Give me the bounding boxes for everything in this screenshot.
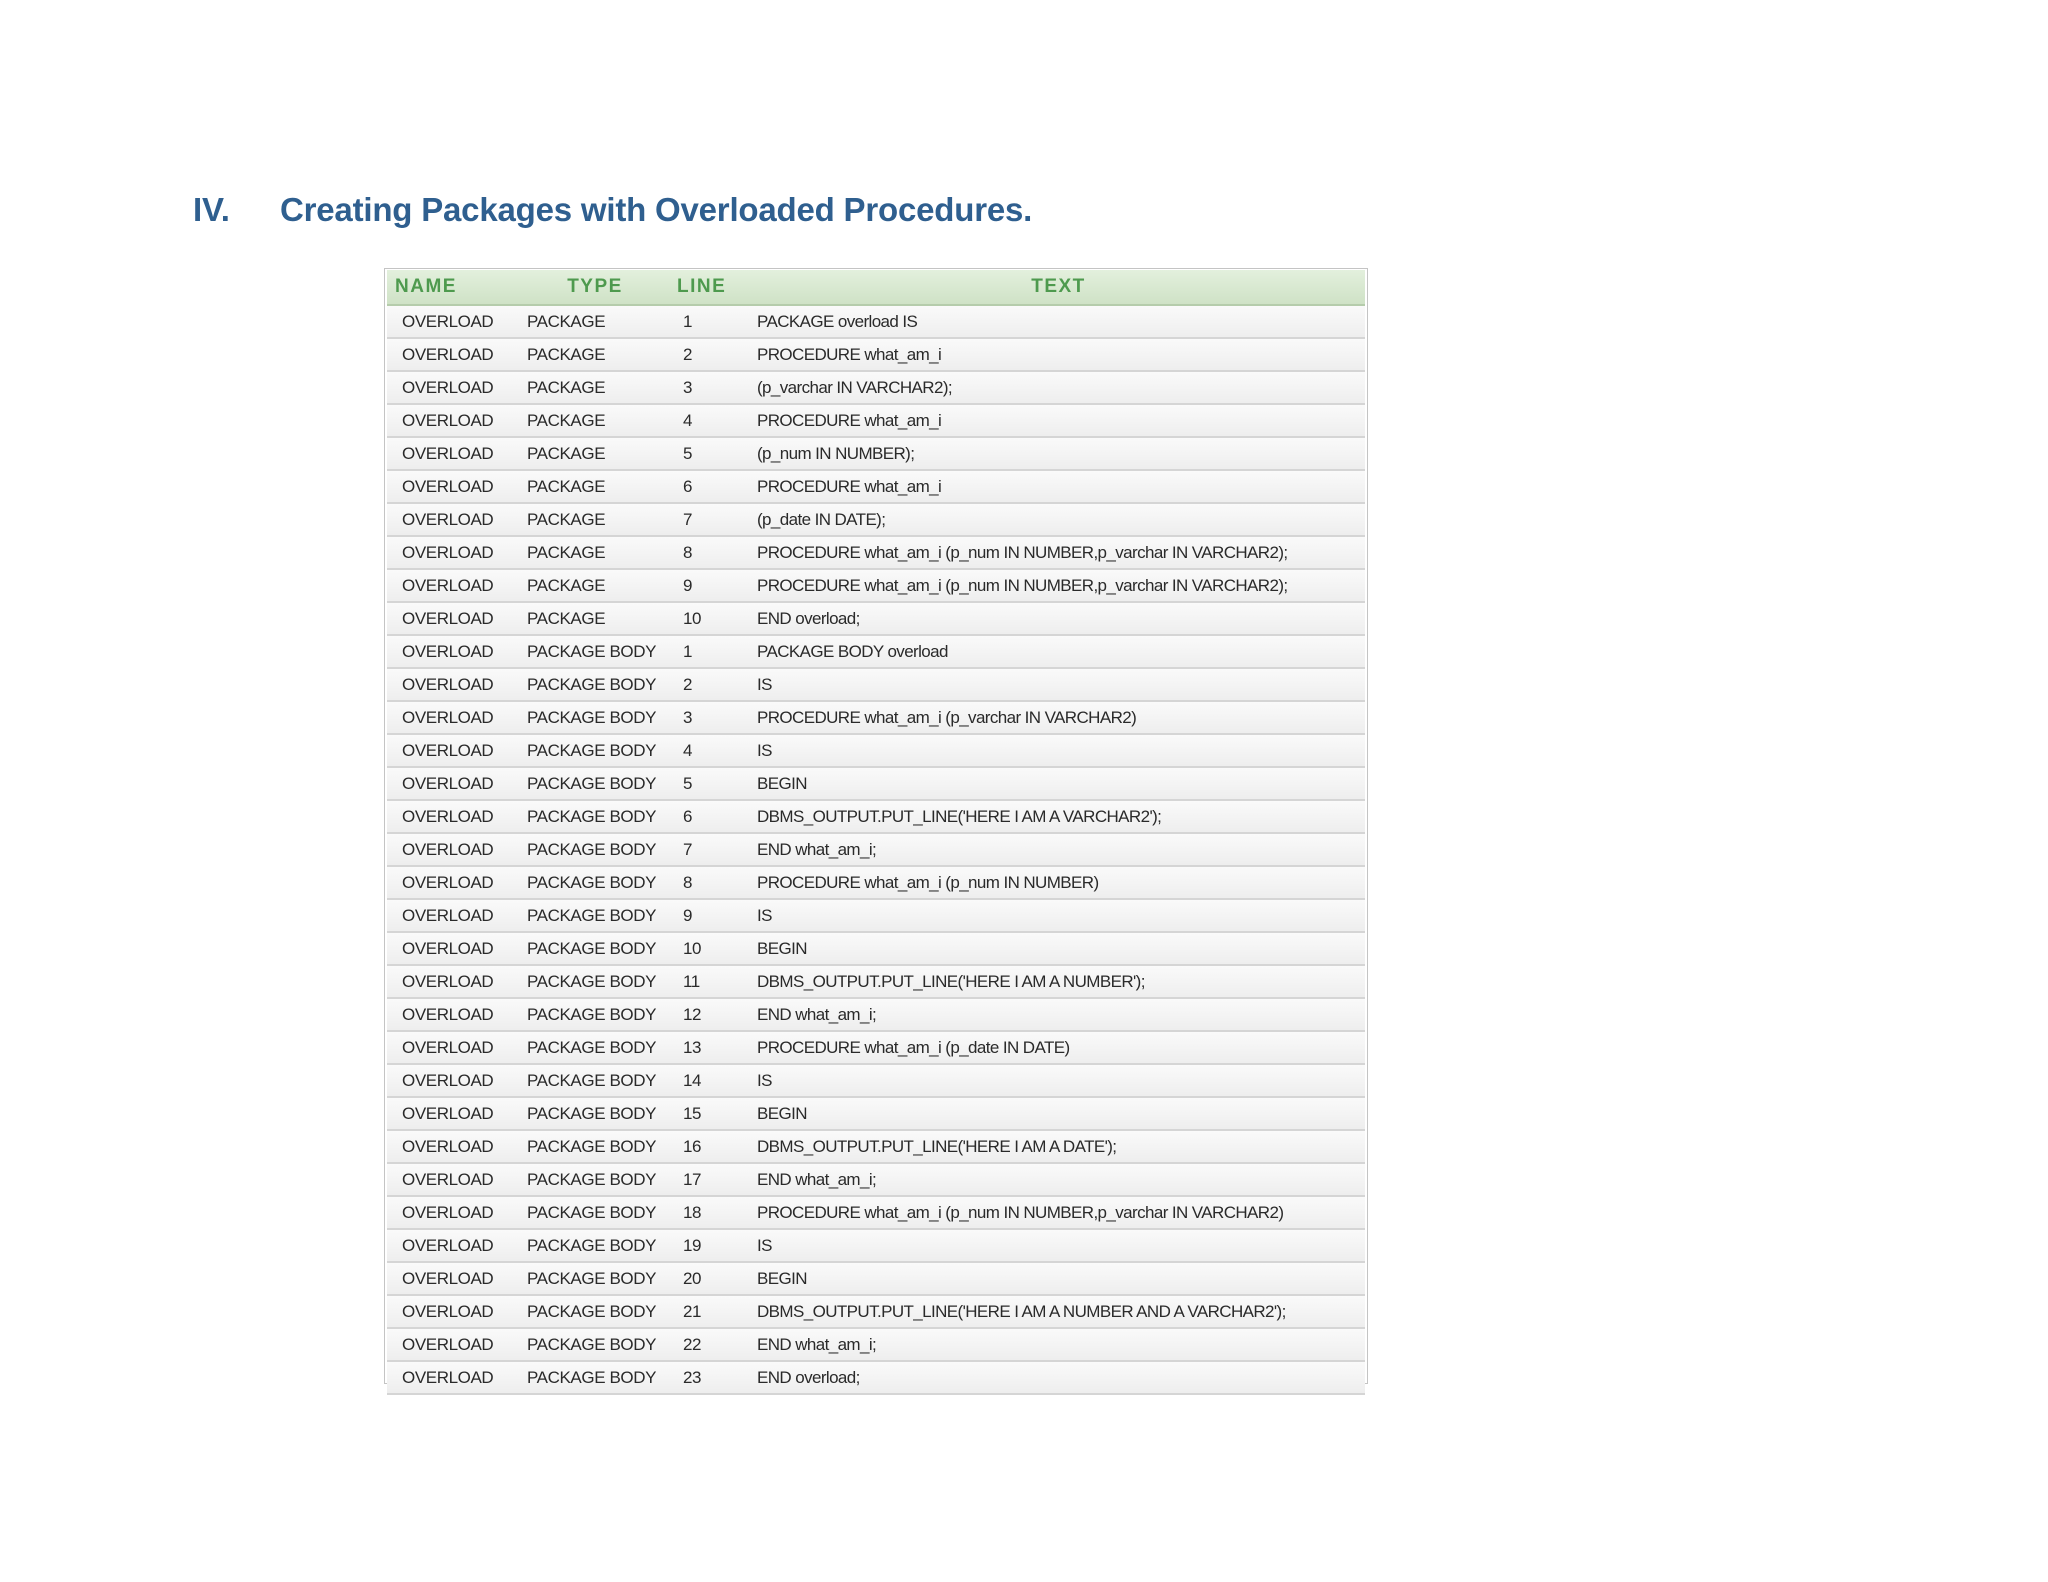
cell-text: BEGIN: [752, 767, 1365, 800]
cell-name: OVERLOAD: [387, 800, 515, 833]
cell-line: 18: [675, 1196, 752, 1229]
cell-text: (p_varchar IN VARCHAR2);: [752, 371, 1365, 404]
section-title: Creating Packages with Overloaded Procedures.: [280, 191, 1033, 228]
section-number: IV.: [193, 191, 230, 228]
cell-name: OVERLOAD: [387, 371, 515, 404]
cell-type: PACKAGE: [515, 536, 675, 569]
cell-line: 8: [675, 866, 752, 899]
cell-text: BEGIN: [752, 1097, 1365, 1130]
cell-line: 6: [675, 800, 752, 833]
section-heading: [193, 184, 1032, 236]
cell-line: 3: [675, 371, 752, 404]
cell-type: PACKAGE BODY: [515, 998, 675, 1031]
cell-type: PACKAGE BODY: [515, 635, 675, 668]
cell-line: 12: [675, 998, 752, 1031]
cell-type: PACKAGE BODY: [515, 1196, 675, 1229]
cell-text: PROCEDURE what_am_i (p_num IN NUMBER,p_varchar IN VARCHAR2);: [752, 569, 1365, 602]
cell-name: OVERLOAD: [387, 602, 515, 635]
cell-type: PACKAGE: [515, 404, 675, 437]
cell-name: OVERLOAD: [387, 1064, 515, 1097]
cell-type: PACKAGE BODY: [515, 767, 675, 800]
cell-type: PACKAGE BODY: [515, 800, 675, 833]
column-header-name: NAME: [387, 270, 515, 305]
table-row: [387, 602, 1365, 635]
table-row: [387, 1196, 1365, 1229]
cell-type: PACKAGE: [515, 338, 675, 371]
cell-line: 5: [675, 767, 752, 800]
table-row: [387, 866, 1365, 899]
cell-type: PACKAGE: [515, 305, 675, 338]
cell-text: (p_date IN DATE);: [752, 503, 1365, 536]
table-row: [387, 701, 1365, 734]
table-row: [387, 1097, 1365, 1130]
cell-text: PROCEDURE what_am_i (p_date IN DATE): [752, 1031, 1365, 1064]
cell-text: PACKAGE BODY overload: [752, 635, 1365, 668]
cell-text: DBMS_OUTPUT.PUT_LINE('HERE I AM A NUMBER');: [752, 965, 1365, 998]
cell-text: PROCEDURE what_am_i (p_varchar IN VARCHAR2): [752, 701, 1365, 734]
cell-line: 20: [675, 1262, 752, 1295]
cell-line: 15: [675, 1097, 752, 1130]
cell-type: PACKAGE BODY: [515, 1064, 675, 1097]
cell-type: PACKAGE BODY: [515, 734, 675, 767]
cell-text: END what_am_i;: [752, 1328, 1365, 1361]
cell-name: OVERLOAD: [387, 701, 515, 734]
table-row: [387, 338, 1365, 371]
cell-text: PROCEDURE what_am_i (p_num IN NUMBER,p_varchar IN VARCHAR2): [752, 1196, 1365, 1229]
cell-name: OVERLOAD: [387, 1328, 515, 1361]
cell-text: PROCEDURE what_am_i: [752, 404, 1365, 437]
cell-type: PACKAGE: [515, 602, 675, 635]
table-row: [387, 734, 1365, 767]
column-header-type: TYPE: [515, 270, 675, 305]
cell-line: 23: [675, 1361, 752, 1394]
user-source-table: [387, 270, 1365, 1395]
cell-line: 1: [675, 635, 752, 668]
cell-name: OVERLOAD: [387, 668, 515, 701]
cell-type: PACKAGE: [515, 470, 675, 503]
cell-line: 2: [675, 668, 752, 701]
cell-name: OVERLOAD: [387, 503, 515, 536]
table-row: [387, 1064, 1365, 1097]
cell-text: END overload;: [752, 602, 1365, 635]
cell-text: IS: [752, 1064, 1365, 1097]
cell-name: OVERLOAD: [387, 1196, 515, 1229]
cell-type: PACKAGE BODY: [515, 833, 675, 866]
table-row: [387, 1328, 1365, 1361]
cell-type: PACKAGE BODY: [515, 1229, 675, 1262]
cell-name: OVERLOAD: [387, 767, 515, 800]
cell-text: END what_am_i;: [752, 833, 1365, 866]
cell-text: BEGIN: [752, 1262, 1365, 1295]
table-row: [387, 1262, 1365, 1295]
cell-line: 1: [675, 305, 752, 338]
cell-type: PACKAGE BODY: [515, 1031, 675, 1064]
cell-type: PACKAGE BODY: [515, 965, 675, 998]
cell-name: OVERLOAD: [387, 734, 515, 767]
cell-line: 7: [675, 833, 752, 866]
cell-name: OVERLOAD: [387, 1262, 515, 1295]
cell-name: OVERLOAD: [387, 1031, 515, 1064]
cell-type: PACKAGE BODY: [515, 866, 675, 899]
cell-text: END what_am_i;: [752, 1163, 1365, 1196]
table-row: [387, 371, 1365, 404]
cell-line: 17: [675, 1163, 752, 1196]
cell-text: PROCEDURE what_am_i: [752, 338, 1365, 371]
table-row: [387, 965, 1365, 998]
cell-text: PROCEDURE what_am_i (p_num IN NUMBER): [752, 866, 1365, 899]
table-row: [387, 470, 1365, 503]
cell-line: 4: [675, 404, 752, 437]
cell-type: PACKAGE BODY: [515, 1097, 675, 1130]
cell-name: OVERLOAD: [387, 1097, 515, 1130]
cell-name: OVERLOAD: [387, 1229, 515, 1262]
cell-line: 8: [675, 536, 752, 569]
cell-text: BEGIN: [752, 932, 1365, 965]
table-row: [387, 767, 1365, 800]
table-row: [387, 404, 1365, 437]
cell-type: PACKAGE BODY: [515, 899, 675, 932]
cell-line: 2: [675, 338, 752, 371]
cell-line: 19: [675, 1229, 752, 1262]
cell-name: OVERLOAD: [387, 404, 515, 437]
cell-name: OVERLOAD: [387, 932, 515, 965]
cell-line: 10: [675, 932, 752, 965]
cell-line: 21: [675, 1295, 752, 1328]
cell-type: PACKAGE: [515, 371, 675, 404]
cell-line: 6: [675, 470, 752, 503]
cell-text: DBMS_OUTPUT.PUT_LINE('HERE I AM A VARCHAR2');: [752, 800, 1365, 833]
cell-name: OVERLOAD: [387, 965, 515, 998]
cell-line: 10: [675, 602, 752, 635]
table-row: [387, 569, 1365, 602]
cell-name: OVERLOAD: [387, 437, 515, 470]
table-row: [387, 305, 1365, 338]
cell-type: PACKAGE BODY: [515, 701, 675, 734]
cell-type: PACKAGE BODY: [515, 1295, 675, 1328]
cell-type: PACKAGE: [515, 437, 675, 470]
table-body: [387, 305, 1365, 1394]
table-row: [387, 998, 1365, 1031]
cell-line: 13: [675, 1031, 752, 1064]
cell-line: 7: [675, 503, 752, 536]
column-header-line: LINE: [675, 270, 752, 305]
cell-name: OVERLOAD: [387, 1295, 515, 1328]
table-row: [387, 833, 1365, 866]
table-row: [387, 503, 1365, 536]
table-row: [387, 1130, 1365, 1163]
table-header-row: [387, 270, 1365, 305]
cell-text: PROCEDURE what_am_i: [752, 470, 1365, 503]
cell-type: PACKAGE BODY: [515, 932, 675, 965]
cell-text: DBMS_OUTPUT.PUT_LINE('HERE I AM A DATE');: [752, 1130, 1365, 1163]
cell-line: 4: [675, 734, 752, 767]
table-row: [387, 1295, 1365, 1328]
table-row: [387, 437, 1365, 470]
cell-type: PACKAGE BODY: [515, 1361, 675, 1394]
cell-text: PACKAGE overload IS: [752, 305, 1365, 338]
cell-name: OVERLOAD: [387, 569, 515, 602]
cell-text: END overload;: [752, 1361, 1365, 1394]
table-row: [387, 668, 1365, 701]
cell-text: IS: [752, 899, 1365, 932]
cell-name: OVERLOAD: [387, 1130, 515, 1163]
cell-text: PROCEDURE what_am_i (p_num IN NUMBER,p_varchar IN VARCHAR2);: [752, 536, 1365, 569]
cell-name: OVERLOAD: [387, 635, 515, 668]
table-row: [387, 635, 1365, 668]
cell-line: 9: [675, 569, 752, 602]
cell-line: 16: [675, 1130, 752, 1163]
cell-text: (p_num IN NUMBER);: [752, 437, 1365, 470]
cell-type: PACKAGE BODY: [515, 1328, 675, 1361]
cell-line: 11: [675, 965, 752, 998]
cell-type: PACKAGE BODY: [515, 668, 675, 701]
table-row: [387, 1163, 1365, 1196]
table-row: [387, 932, 1365, 965]
table-row: [387, 1229, 1365, 1262]
cell-text: IS: [752, 734, 1365, 767]
cell-type: PACKAGE BODY: [515, 1262, 675, 1295]
cell-type: PACKAGE BODY: [515, 1130, 675, 1163]
cell-line: 22: [675, 1328, 752, 1361]
cell-name: OVERLOAD: [387, 866, 515, 899]
table-row: [387, 1361, 1365, 1394]
cell-line: 5: [675, 437, 752, 470]
table-row: [387, 1031, 1365, 1064]
cell-text: END what_am_i;: [752, 998, 1365, 1031]
table-row: [387, 536, 1365, 569]
cell-text: IS: [752, 668, 1365, 701]
cell-name: OVERLOAD: [387, 833, 515, 866]
cell-name: OVERLOAD: [387, 1163, 515, 1196]
cell-name: OVERLOAD: [387, 998, 515, 1031]
cell-name: OVERLOAD: [387, 899, 515, 932]
cell-type: PACKAGE BODY: [515, 1163, 675, 1196]
table-row: [387, 899, 1365, 932]
cell-name: OVERLOAD: [387, 1361, 515, 1394]
cell-text: DBMS_OUTPUT.PUT_LINE('HERE I AM A NUMBER AND A VARCHAR2');: [752, 1295, 1365, 1328]
cell-line: 3: [675, 701, 752, 734]
cell-name: OVERLOAD: [387, 338, 515, 371]
column-header-text: TEXT: [752, 270, 1365, 305]
code-table-frame: [384, 268, 1368, 1387]
cell-type: PACKAGE: [515, 569, 675, 602]
cell-line: 14: [675, 1064, 752, 1097]
cell-type: PACKAGE: [515, 503, 675, 536]
cell-name: OVERLOAD: [387, 536, 515, 569]
cell-name: OVERLOAD: [387, 470, 515, 503]
table-row: [387, 800, 1365, 833]
cell-name: OVERLOAD: [387, 305, 515, 338]
cell-text: IS: [752, 1229, 1365, 1262]
cell-line: 9: [675, 899, 752, 932]
